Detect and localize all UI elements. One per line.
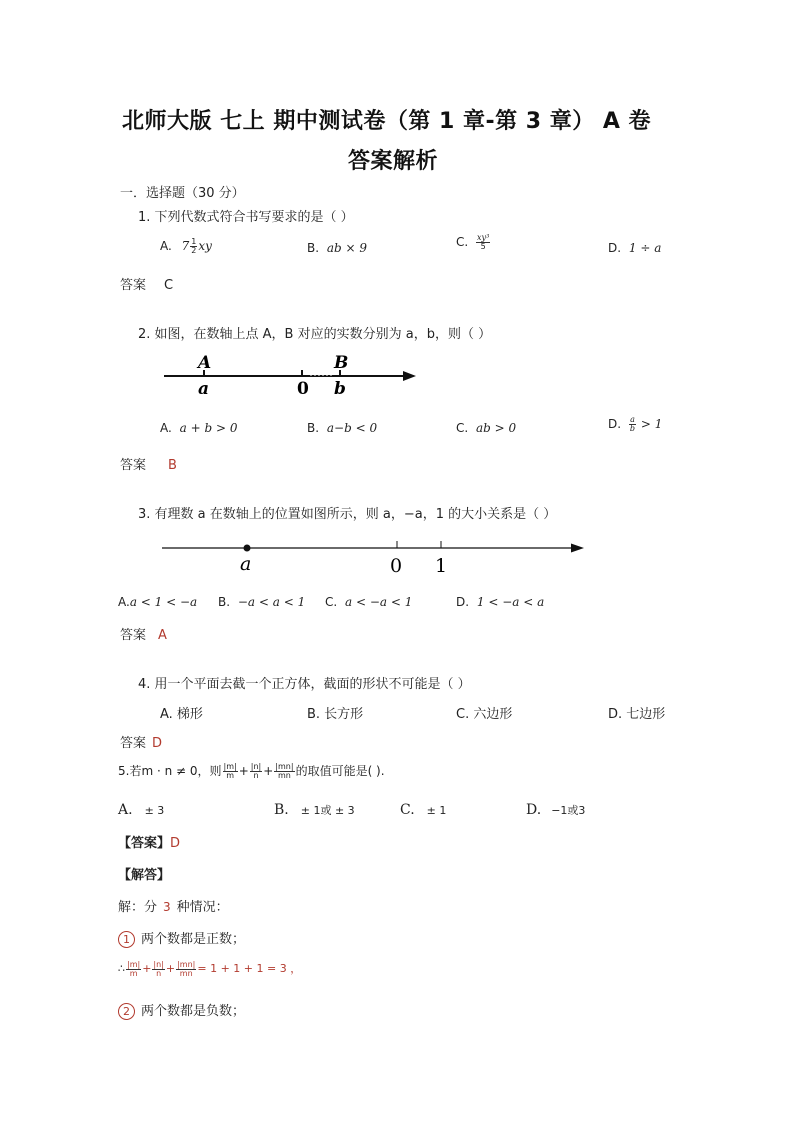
q4-stem: 4. 用一个平面去截一个正方体，截面的形状不可能是（ ） [138,677,471,692]
q2-label-a: a [198,379,210,398]
q4-option-c: C. 六边形 [456,707,513,722]
section-heading: 一．选择题（30 分） [120,186,245,201]
q3-option-c: C. a < −a < 1 [325,595,413,609]
q3-label-0: 0 [390,555,403,577]
q2-option-d: D. $\frac{a}{b}$ > 1 [608,415,663,433]
q2-option-a: A. a + b > 0 [160,421,238,435]
q4-option-a: A. 梯形 [160,707,203,722]
q2-stem: 2. 如图，在数轴上点 A，B 对应的实数分别为 a，b，则（ ） [138,327,492,342]
q5-stem: 5.若m · n ≠ 0，则 $\frac{|m|}{m}$ + $\frac{|n|}{n}$ + $\frac{|mn|}{mn}$ 的取值可能是( ). [118,762,385,780]
q5-case-2: 2 两个数都是负数； [118,1000,245,1020]
q3-answer: 答案 A [120,628,167,643]
q2-label-B: B [334,353,349,373]
q1-option-d: D. 1 ÷ a [608,241,662,255]
q1-option-b: B. ab × 9 [307,241,368,255]
circled-number-1: 1 [118,931,135,948]
q2-label-0: 0 [297,379,309,398]
q3-arrow-icon [571,544,584,553]
q1-option-a: A. 7 $\frac{1}{2}$ xy [160,237,212,255]
q3-number-line-figure [160,534,590,580]
q2-label-b: b [334,379,346,398]
q1-option-c: C. $\frac{\text{xy³}}{5}$ [456,233,490,251]
q5-solution-intro: 解：分 3 种情况： [118,900,229,915]
q3-option-b: B. −a < a < 1 [218,595,306,609]
q4-answer: 答案 D [120,736,163,751]
q5-case-1: 1 两个数都是正数； [118,928,245,948]
circled-number-2: 2 [118,1003,135,1020]
q5-case-1-result: ∴ $\frac{|m|}{m}$ + $\frac{|n|}{n}$ + $\frac{|mn|}{mn}$ = 1 + 1 + 1 = 3 ， [118,959,302,978]
q2-answer: 答案 B [120,458,177,473]
q2-option-b: B. a−b < 0 [307,421,378,435]
q5-solution-heading: 【解答】 [118,868,171,883]
q5-option-d: D. −1或3 [526,802,586,818]
q2-number-line-figure [160,350,422,398]
q3-label-a: a [240,553,252,575]
q2-label-A: A [198,353,212,373]
q4-option-d: D. 七边形 [608,707,666,722]
document-subtitle: 答案解析 [348,149,439,174]
q4-option-b: B. 长方形 [307,707,364,722]
q2-arrow-icon [403,371,416,381]
q1-answer: 答案 C [120,278,174,293]
document-title: 北师大版 七上 期中测试卷（第 1 章-第 3 章） A 卷 [122,109,652,134]
q3-label-1: 1 [435,555,448,577]
q5-option-a: A. ± 3 [118,802,165,818]
q3-stem: 3. 有理数 a 在数轴上的位置如图所示，则 a，−a，1 的大小关系是（ ） [138,507,557,522]
q2-option-c: C. ab > 0 [456,421,517,435]
q3-option-d: D. 1 < −a < a [456,595,545,609]
q1-stem: 1. 下列代数式符合书写要求的是（ ） [138,210,354,225]
q3-point-a [244,545,251,552]
q5-option-b: B. ± 1或 ± 3 [274,802,355,818]
q5-answer: 【答案】D [118,836,181,851]
q5-option-c: C. ± 1 [400,802,447,818]
q3-option-a: A.a < 1 < −a [118,595,198,609]
